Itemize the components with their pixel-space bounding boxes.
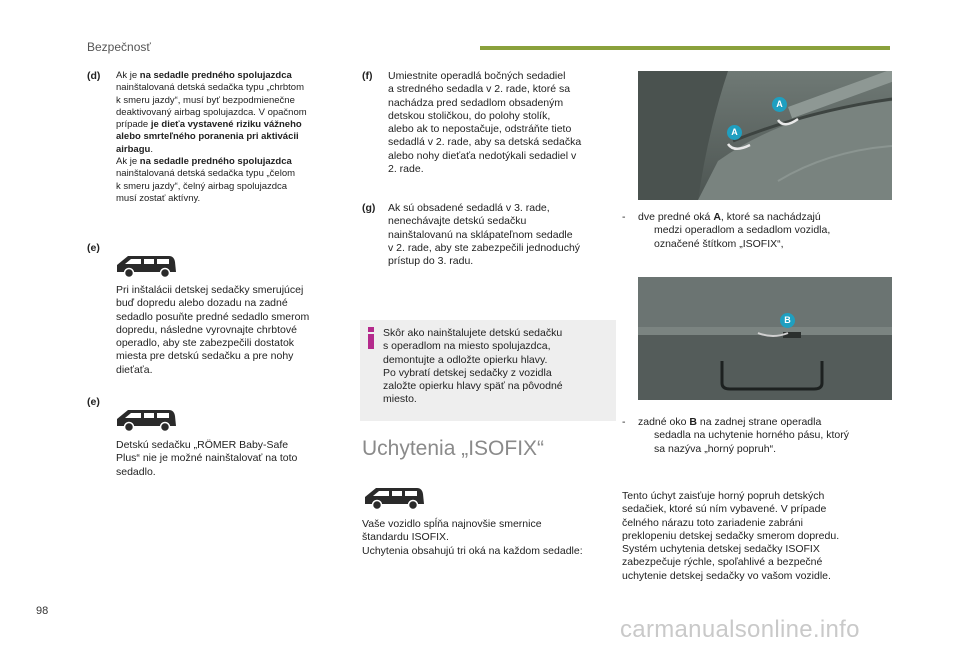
- info-icon: [365, 327, 377, 349]
- anchor-label-a: A: [727, 125, 742, 140]
- item-letter-f: (f): [362, 70, 373, 82]
- page-header-title: Bezpečnosť: [87, 40, 151, 54]
- list-item-top-tether: zadné oko B na zadnej strane operadla sedadla na uchytenie horného pásu, ktorý sa nazýva „horný popruh“.: [638, 416, 849, 455]
- van-icon: [362, 482, 426, 512]
- info-box-text: Skôr ako nainštalujete detskú sedačku s operadlom na miesto spolujazdca, demontujte a odložte opierku hlavy. Po vybratí detskej sedačky z vozidla založte opierku hlavy späť na pôvodné miesto.: [383, 327, 563, 406]
- section-title-isofix: Uchytenia „ISOFIX“: [362, 437, 545, 460]
- item-f-text: Umiestnite operadlá bočných sedadiel a stredného sedadla v 2. rade, ktoré sa nachádza pred sedadlom obsadeným detskou stoličkou, do polohy stolík, alebo ak to nepostačuje, odstráňte tieto sedadlá v 2. rade, aby sa detská sedačka alebo nohy dieťaťa nedotýkali sedadiel v 2. rade.: [388, 70, 582, 176]
- van-icon: [114, 250, 178, 280]
- list-dash: -: [622, 416, 626, 428]
- item-letter-e-2: (e): [87, 396, 100, 408]
- isofix-intro-text: Vaše vozidlo spĺňa najnovšie smernice štandardu ISOFIX. Uchytenia obsahujú tri oká na každom sedadle:: [362, 518, 583, 557]
- item-letter-g: (g): [362, 202, 376, 214]
- van-icon: [114, 404, 178, 434]
- list-dash: -: [622, 211, 626, 223]
- header-accent-line: [480, 46, 890, 50]
- isofix-description-paragraph: Tento úchyt zaisťuje horný popruh detských sedačiek, ktoré sú ním vybavené. V prípade čelného nárazu toto zariadenie zabráni preklopeniu detskej sedačky smerom dopredu. Systém uchytenia detskej sedačky ISOFIX zabezpečuje rýchle, spoľahlivé a bezpečné uchytenie detskej sedačky vo vašom vozidle.: [622, 490, 840, 582]
- page-number: 98: [36, 605, 49, 617]
- list-item-front-anchors: dve predné oká A, ktoré sa nachádzajú medzi operadlom a sedadlom vozidla, označené štítkom „ISOFIX“,: [638, 211, 831, 250]
- item-d-text: Ak je na sedadle predného spolujazdca nainštalovaná detská sedačka typu „chrbtom k smeru jazdy“, musí byť bezpodmienečne deaktivovaný airbag spolujazdca. V opačnom prípade je dieťa vystavené riziku vážneho alebo smrteľného poranenia pri aktivácii airbagu. Ak je na sedadle predného spolujazdca nainštalovaná detská sedačka typu „čelom k smeru jazdy“, čelný airbag spolujazdca musí zostať aktívny.: [116, 70, 307, 204]
- anchor-label-a: A: [772, 97, 787, 112]
- item-e-2-text: Detskú sedačku „RÖMER Baby-Safe Plus“ nie je možné nainštalovať na toto sedadlo.: [116, 439, 298, 478]
- anchor-label-b: B: [780, 313, 795, 328]
- item-e-1-text: Pri inštalácii detskej sedačky smerujúcej buď dopredu alebo dozadu na zadné sedadlo posuňte predné sedadlo smerom dopredu, následne vyrovnajte chrbtové operadlo, aby ste zabezpečili dostatok miesta pre detskú sedačku a pre nohy dieťaťa.: [116, 284, 310, 376]
- item-letter-d: (d): [87, 70, 101, 82]
- item-letter-e-1: (e): [87, 242, 100, 254]
- item-g-text: Ak sú obsadené sedadlá v 3. rade, nenechávajte detskú sedačku nainštalovanú na sklápateľnom sedadle v 2. rade, aby ste zabezpečili jednoduchý prístup do 3. radu.: [388, 202, 581, 268]
- seat-photo-front-anchors: [638, 71, 892, 200]
- watermark: carmanualsonline.info: [620, 616, 860, 643]
- seat-photo-top-tether: [638, 277, 892, 400]
